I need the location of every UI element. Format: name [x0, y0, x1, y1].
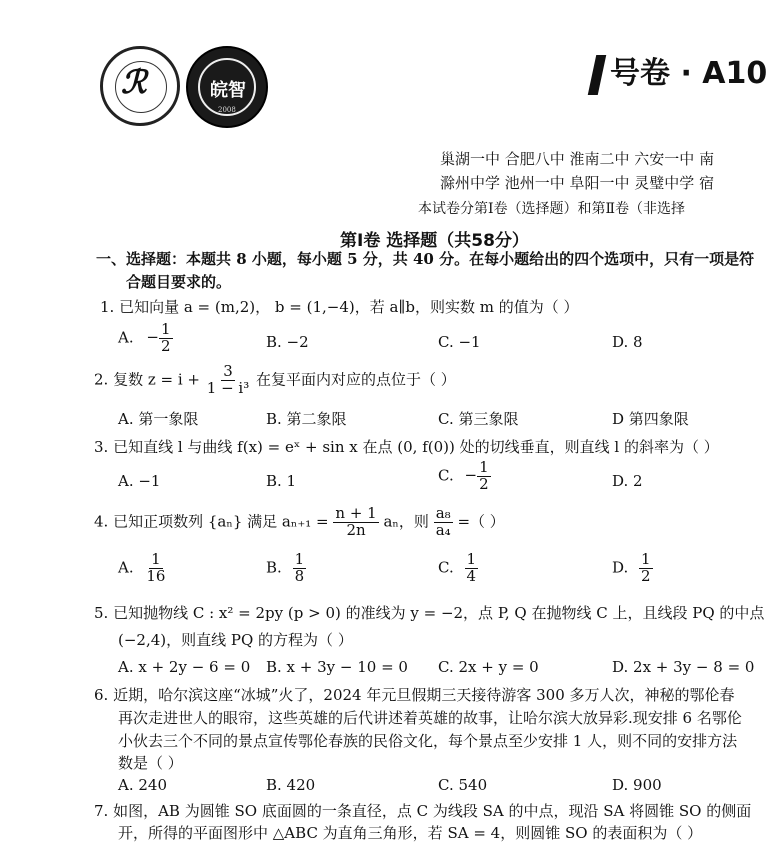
question-4-stem: 4. 已知正项数列 {aₙ} 满足 aₙ₊₁ = $\frac{n + 1}{2n}$ aₙ，则 $\frac{\text{a₈}}{\text{a₄}}$ =（ ）: [94, 504, 505, 539]
q5-option-c: C. 2x + y = 0: [438, 658, 539, 676]
q6-option-d: D. 900: [612, 776, 662, 794]
logo-monogram: ℛ: [121, 63, 147, 101]
question-6-stem-4: 数是（ ）: [118, 754, 183, 772]
question-5-stem-1: 5. 已知抛物线 C : x² = 2py (p > 0) 的准线为 y = −2，点 P, Q 在抛物线 C 上，且线段 PQ 的中点: [94, 604, 765, 622]
q3-option-d: D. 2: [612, 472, 643, 490]
wanzhi-education-logo: [186, 46, 268, 128]
question-7-stem-2: 开，所得的平面图形中 △ABC 为直角三角形，若 SA = 4，则圆锥 SO 的表面积为（ ）: [118, 824, 703, 842]
q2-option-c: C. 第三象限: [438, 410, 519, 428]
q1-option-b: B. −2: [266, 333, 309, 351]
q2-option-b: B. 第二象限: [266, 410, 347, 428]
section-intro-2: 合题目要求的。: [126, 273, 232, 291]
question-2-stem: 2. 复数 z = i + $\frac{3}{\text{1 − i³}}$ 在复平面内对应的点位于（ ）: [94, 362, 456, 397]
q6-option-b: B. 420: [266, 776, 316, 794]
schools-line-1: 巢湖一中 合肥八中 淮南二中 六安一中 南: [440, 150, 715, 168]
q3-option-a: A. −1: [118, 472, 161, 490]
logo-year: 2008: [218, 106, 236, 114]
paper-note: 本试卷分第Ⅰ卷（选择题）和第Ⅱ卷（非选择: [418, 201, 686, 217]
q1-option-a: A. − $\frac{1}{2}$: [118, 320, 171, 355]
exam-code: 号卷 · A10: [592, 48, 767, 95]
q4-option-b: B. $\frac{1}{8}$: [266, 550, 305, 585]
question-6-stem-2: 再次走进世人的眼帘，这些英雄的后代讲述着英雄的故事，让哈尔滨大放异彩.现安排 6 名鄂伦: [118, 709, 742, 727]
question-6-stem-1: 6. 近期，哈尔滨这座“冰城”火了，2024 年元旦假期三天接待游客 300 多万人次，神秘的鄂伦春: [94, 686, 735, 704]
q4-option-a: A. $\frac{1}{16}$: [118, 550, 166, 585]
q1-option-c: C. −1: [438, 333, 481, 351]
question-7-stem-1: 7. 如图，AB 为圆锥 SO 底面圆的一条直径，点 C 为线段 SA 的中点，现沿 SA 将圆锥 SO 的侧面: [94, 802, 752, 820]
question-1-stem: 1. 已知向量 a = (m,2)， b = (1,−4)，若 a∥b，则实数 m 的值为（ ）: [100, 298, 579, 316]
section-title: 第Ⅰ卷 选择题（共58分）: [340, 231, 529, 251]
q5-option-d: D. 2x + 3y − 8 = 0: [612, 658, 755, 676]
logo-mark: 皖智: [210, 80, 246, 101]
question-5-stem-2: (−2,4)，则直线 PQ 的方程为（ ）: [118, 631, 353, 649]
q4-option-d: D. $\frac{1}{2}$: [612, 550, 651, 585]
question-3-stem: 3. 已知直线 l 与曲线 f(x) = eˣ + sin x 在点 (0, f(0)) 处的切线垂直，则直线 l 的斜率为（ ）: [94, 438, 719, 456]
q6-option-a: A. 240: [118, 776, 167, 794]
q3-option-b: B. 1: [266, 472, 297, 490]
section-intro-1: 一、选择题：本题共 8 小题，每小题 5 分，共 40 分。在每小题给出的四个选项中，只有一项是符: [96, 250, 755, 268]
q1-option-d: D. 8: [612, 333, 643, 351]
schools-line-2: 滁州中学 池州一中 阜阳一中 灵璧中学 宿: [440, 174, 715, 192]
q4-option-c: C. $\frac{1}{4}$: [438, 550, 477, 585]
school-alliance-logo: [100, 46, 180, 126]
q2-option-d: D 第四象限: [612, 410, 689, 428]
q5-option-a: A. x + 2y − 6 = 0: [118, 658, 251, 676]
stamp-bar: [588, 55, 607, 95]
q3-option-c: C. − $\frac{1}{2}$: [438, 458, 489, 493]
q2-option-a: A. 第一象限: [118, 410, 199, 428]
q6-option-c: C. 540: [438, 776, 488, 794]
question-6-stem-3: 小伙去三个不同的景点宣传鄂伦春族的民俗文化，每个景点至少安排 1 人，则不同的安排方法: [118, 732, 738, 750]
q5-option-b: B. x + 3y − 10 = 0: [266, 658, 408, 676]
